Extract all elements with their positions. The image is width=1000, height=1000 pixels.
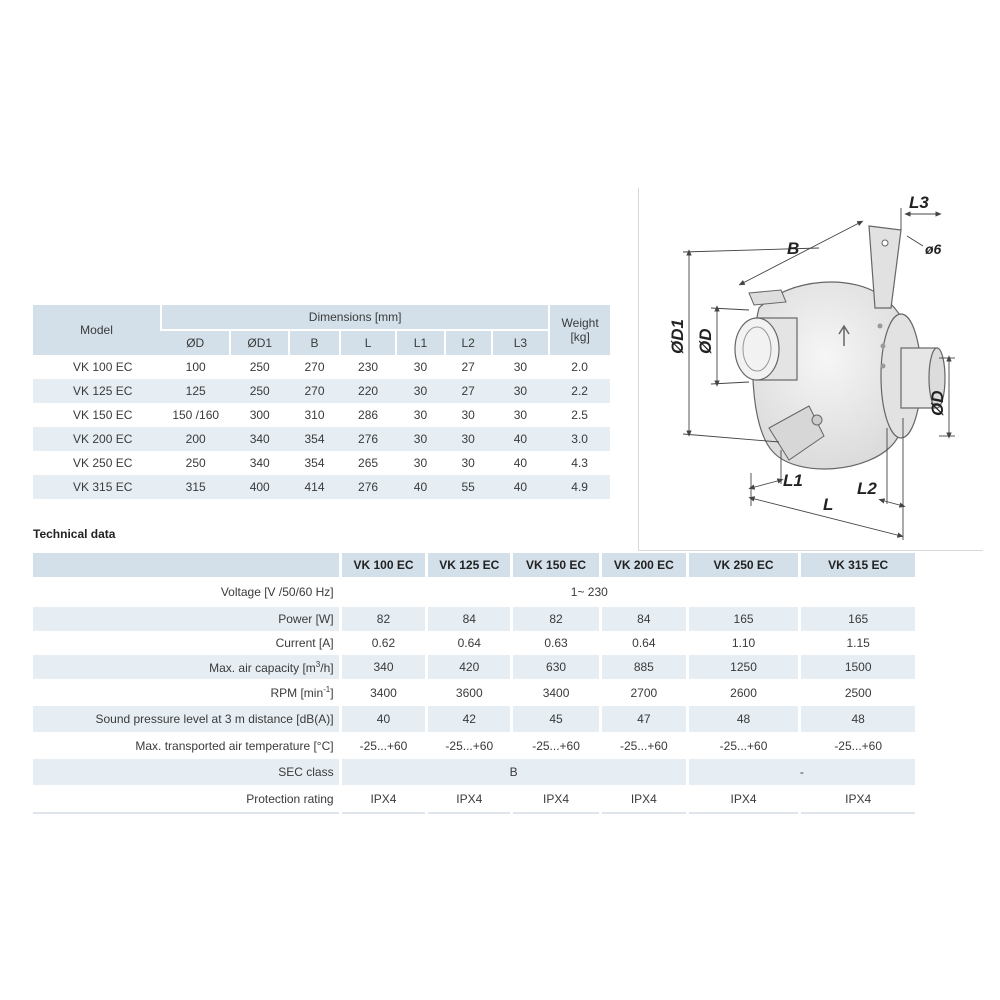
model-header-vk100: VK 100 EC [340,553,427,577]
label-l: L [823,495,834,514]
current-value: 0.62 [340,631,427,655]
label-hole: ø6 [925,241,942,257]
current-row [33,631,915,655]
col-header-l: L [340,330,396,355]
voltage-row [33,577,915,607]
table-row [33,475,610,499]
dim-value: 265 [358,456,379,470]
voltage-value: 1~ 230 [340,577,915,607]
dim-value: 30 [396,379,445,403]
weight-value: 2.0 [571,360,588,374]
dim-value: 30 [513,360,528,374]
table-row [33,427,610,451]
dim-value: 30 [513,408,528,422]
protection-value: IPX4 [687,785,800,813]
dim-value: 27 [461,360,475,374]
sound-value: 42 [427,706,512,732]
col-header-l2: L2 [445,330,492,355]
sound-row [33,706,915,732]
dim-value: 250 [185,456,206,470]
temperature-value: -25...+60 [600,732,687,759]
label-l2: L2 [857,479,877,498]
weight-header-unit: [kg] [570,330,590,344]
sound-value: 40 [340,706,427,732]
dim-value: 250 [230,379,289,403]
model-header-vk125: VK 125 EC [427,553,512,577]
weight-value: 4.3 [571,456,588,470]
air-capacity-value: 340 [340,655,427,679]
current-value: 0.64 [427,631,512,655]
power-value: 84 [427,607,512,631]
dim-value: 150 /160 [172,408,220,422]
col-header-l1: L1 [396,330,445,355]
air-capacity-label [33,655,340,679]
rpm-label-main: RPM [min [270,686,324,700]
rpm-label-sup: -1 [323,685,331,694]
dim-value: 276 [340,475,396,499]
model-header: Model [33,305,161,355]
protection-value: IPX4 [340,785,427,813]
dim-value: 310 [304,408,325,422]
col-header-d1: ØD1 [230,330,289,355]
weight-value: 2.2 [549,379,610,403]
header-blank [33,553,340,577]
dim-value: 30 [445,427,492,451]
model-name: VK 250 EC [73,456,133,470]
air-capacity-label-main: Max. air capacity [m [209,660,316,675]
dim-value: 400 [230,475,289,499]
label-d-right: ØD [928,390,947,416]
dim-value: 300 [249,408,270,422]
dim-value: 125 [161,379,230,403]
model-name: VK 125 EC [33,379,161,403]
technical-data-title: Technical data [33,527,116,541]
table-row [33,379,610,403]
col-header-b: B [289,330,340,355]
dim-value: 30 [413,360,428,374]
sec-value-ec: B [340,759,687,785]
dim-value: 220 [340,379,396,403]
sound-label: Sound pressure level at 3 m distance [dB(A)] [33,706,340,732]
model-name: VK 100 EC [73,360,133,374]
power-value: 165 [687,607,800,631]
rpm-row [33,679,915,706]
sec-label: SEC class [33,759,340,785]
dim-value: 40 [492,475,550,499]
dim-value: 27 [445,379,492,403]
label-l3: L3 [909,193,929,212]
current-value: 0.63 [512,631,601,655]
table-row [33,403,610,427]
temperature-label: Max. transported air temperature [°C] [135,738,334,753]
dim-value: 340 [249,456,270,470]
temperature-row [33,732,915,759]
sound-value: 48 [800,706,915,732]
power-value: 84 [600,607,687,631]
weight-header [549,305,610,355]
rpm-label [33,679,340,706]
current-value: 0.64 [600,631,687,655]
rpm-value: 2600 [687,679,800,706]
dim-value: 30 [396,427,445,451]
label-b: B [787,239,800,258]
dim-value: 270 [304,360,325,374]
rpm-value: 2700 [600,679,687,706]
power-label: Power [W] [33,607,340,631]
air-capacity-value: 1250 [687,655,800,679]
dimensions-table [33,305,610,499]
rpm-value: 3600 [427,679,512,706]
col-header-d: ØD [161,330,230,355]
model-header-vk200: VK 200 EC [600,553,687,577]
col-header-l3: L3 [492,330,550,355]
current-value: 1.10 [687,631,800,655]
technical-data-table [33,553,915,814]
protection-label: Protection rating [33,785,340,813]
temperature-value: -25...+60 [800,732,915,759]
dim-value: 30 [413,408,428,422]
sec-value-other: - [687,759,915,785]
dim-value: 30 [461,456,475,470]
protection-value: IPX4 [800,785,915,813]
sound-value: 48 [687,706,800,732]
model-name: VK 200 EC [33,427,161,451]
dim-value: 270 [289,379,340,403]
weight-value: 4.9 [549,475,610,499]
temperature-value: -25...+60 [427,732,512,759]
dim-value: 230 [358,360,379,374]
dim-value: 354 [304,456,325,470]
dim-value: 276 [340,427,396,451]
dim-value: 40 [492,427,550,451]
dim-value: 30 [461,408,475,422]
model-header-vk315: VK 315 EC [800,553,915,577]
rpm-label-tail: ] [330,686,334,700]
temperature-value: -25...+60 [687,732,800,759]
power-value: 82 [340,607,427,631]
sound-value: 45 [512,706,601,732]
sec-row [33,759,915,785]
dim-value: 55 [445,475,492,499]
current-value: 1.15 [800,631,915,655]
dim-value: 250 [249,360,270,374]
air-capacity-label-sup: 3 [315,659,321,669]
weight-header-label: Weight [561,316,599,330]
dim-value: 30 [492,379,550,403]
dim-value: 40 [513,456,528,470]
fan-inlet [735,318,797,380]
model-header-vk150: VK 150 EC [512,553,601,577]
label-d1: ØD1 [668,319,687,354]
dim-value: 354 [289,427,340,451]
table-row [33,451,610,475]
fan-dimension-drawing [638,188,983,551]
protection-row [33,785,915,813]
dim-value: 40 [396,475,445,499]
dim-value: 286 [358,408,379,422]
temperature-value: -25...+60 [512,732,601,759]
dim-value: 100 [185,360,206,374]
dim-value: 414 [289,475,340,499]
model-name: VK 315 EC [33,475,161,499]
power-row [33,607,915,631]
air-capacity-value: 1500 [800,655,915,679]
air-capacity-label-tail: /h] [320,660,334,675]
rpm-value: 2500 [800,679,915,706]
fan-drawing-svg [639,188,983,550]
voltage-label: Voltage [V /50/60 Hz] [220,585,334,599]
model-header-vk250: VK 250 EC [687,553,800,577]
label-d-left: ØD [696,328,715,354]
power-value: 82 [512,607,601,631]
weight-value: 3.0 [549,427,610,451]
dim-value: 340 [230,427,289,451]
dim-value: 30 [413,456,428,470]
current-label: Current [A] [275,636,334,650]
dim-value: 200 [161,427,230,451]
label-l1: L1 [783,471,803,490]
sound-value: 47 [600,706,687,732]
model-name: VK 150 EC [73,408,133,422]
temperature-value: -25...+60 [340,732,427,759]
power-value: 165 [800,607,915,631]
air-capacity-value: 420 [427,655,512,679]
rpm-value: 3400 [512,679,601,706]
protection-value: IPX4 [427,785,512,813]
air-capacity-row [33,655,915,679]
weight-value: 2.5 [571,408,588,422]
dimensions-header: Dimensions [mm] [161,305,549,330]
air-capacity-value: 630 [512,655,601,679]
protection-value: IPX4 [600,785,687,813]
rpm-value: 3400 [340,679,427,706]
dim-value: 315 [161,475,230,499]
protection-value: IPX4 [512,785,601,813]
air-capacity-value: 885 [600,655,687,679]
table-row [33,355,610,379]
